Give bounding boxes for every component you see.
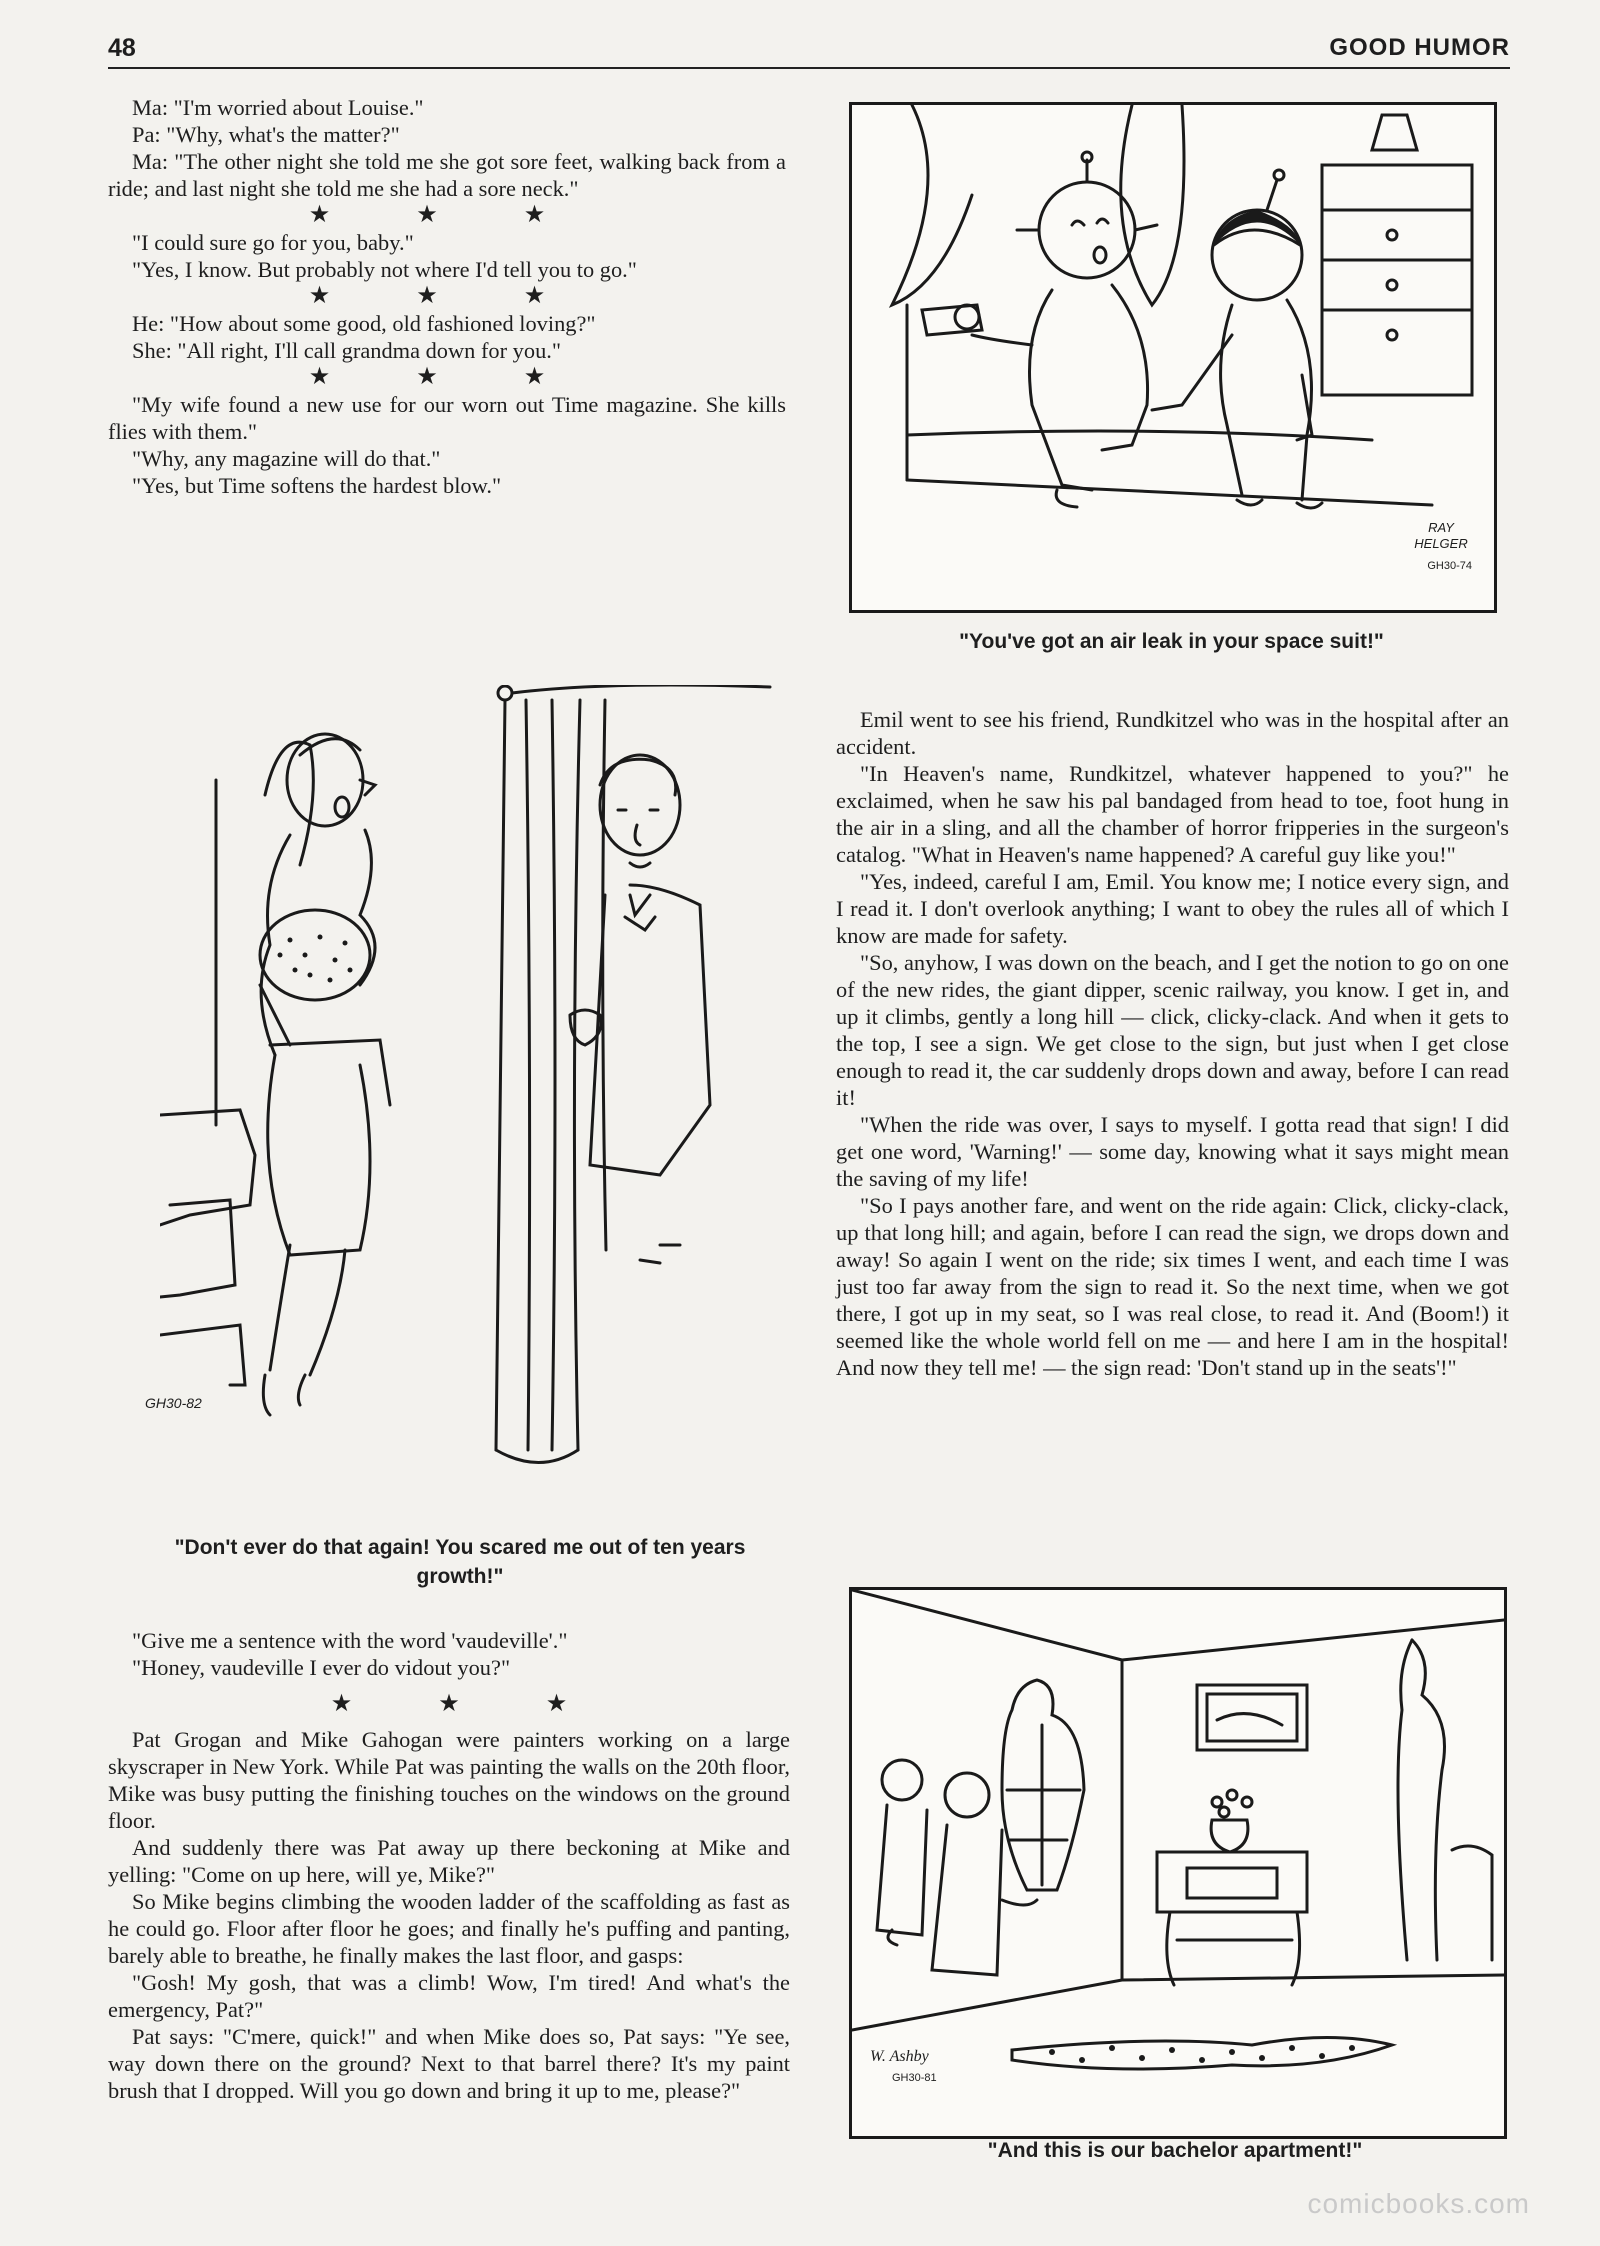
joke-line: "Honey, vaudeville I ever do vidout you?": [132, 1655, 511, 1680]
magazine-title: GOOD HUMOR: [1329, 34, 1510, 61]
joke-line: Ma: "The other night she told me she got sore feet, walking back from a ride; and last night she told me she had a sore neck.": [108, 149, 786, 201]
bachelor-caption: "And this is our bachelor apartment!": [987, 2139, 1363, 2162]
cartoon-signature: RAY HELGER: [1414, 520, 1468, 551]
star-separator: ★ ★ ★: [330, 1691, 608, 1717]
story-paragraph: "When the ride was over, I says to myself. I gotta read that sign! I did get one word, 'Warning!' — some day, knowing what it says might mean the saving of my life!: [836, 1112, 1509, 1191]
story-paragraph: Emil went to see his friend, Rundkitzel who was in the hospital after an accident.: [836, 707, 1509, 759]
space-suit-illustration: [852, 105, 1494, 610]
joke-line: Pa: "Why, what's the matter?": [132, 122, 400, 147]
joke-line: He: "How about some good, old fashioned loving?": [132, 311, 596, 336]
story-paragraph: And suddenly there was Pat away up there beckoning at Mike and yelling: "Come on up here, will ye, Mike?": [108, 1835, 790, 1887]
story-paragraph: "So I pays another fare, and went on the ride again: Click, clicky-clack, up that long hill; and again, before I can read the sign, we drops down and away! So again I went on the ride; six times I went, and each time I was just too far away from the sign to read it. So the next time, when we got there, I got up in my seat, so I was real close, to read it. And (Boom!) it seemed like the whole world fell on me — and here I am in the hospital! And now they tell me! — the sign read: 'Don't stand up in the seats'!": [836, 1193, 1509, 1380]
curtain-cartoon-illustration: [160, 685, 790, 1520]
joke-line: "Yes, but Time softens the hardest blow.": [132, 473, 502, 498]
star-separator: ★ ★ ★: [308, 364, 586, 390]
joke-line: "Give me a sentence with the word 'vaudeville'.": [132, 1628, 568, 1653]
joke-line: "My wife found a new use for our worn out Time magazine. She kills flies with them.": [108, 392, 786, 444]
story-paragraph: "In Heaven's name, Rundkitzel, whatever happened to you?" he exclaimed, when he saw his pal bandaged from head to toe, foot hung in the air in a sling, and all the chamber of horror fripperies in the surgeon's catalog. "What in Heaven's name happened? A careful guy like you!": [836, 761, 1509, 867]
joke-line: Ma: "I'm worried about Louise.": [132, 95, 424, 120]
cartoon-code: GH30-81: [892, 2072, 937, 2084]
site-watermark: comicbooks.com: [1307, 2188, 1530, 2219]
cartoon-code: GH30-74: [1427, 560, 1472, 572]
story-paragraph: "Yes, indeed, careful I am, Emil. You know me; I notice every sign, and I read it. I don't overlook anything; I want to obey the rules all of which I know are made for safety.: [836, 869, 1509, 948]
joke-line: "I could sure go for you, baby.": [132, 230, 414, 255]
cartoon-signature: W. Ashby: [870, 2048, 929, 2065]
story-paragraph: So Mike begins climbing the wooden ladder of the scaffolding as fast as he could go. Floor after floor he goes; and finally he's puffing and panting, barely able to breathe, he finally makes the last floor, and gasps:: [108, 1889, 790, 1968]
story-paragraph: "Gosh! My gosh, that was a climb! Wow, I'm tired! And what's the emergency, Pat?": [108, 1970, 790, 2022]
story-paragraph: "So, anyhow, I was down on the beach, and I get the notion to go on one of the new rides, the giant dipper, scenic railway, you know. I get in, and up it climbs, gently a long hill — click, clicky-clack. And when it gets to the top, I see a sign. We get close to the sign, but just when I get close enough to read it, the car suddenly drops down and away, before I can read it!: [836, 950, 1509, 1110]
bachelor-cartoon: [849, 1587, 1507, 2139]
page-header: [108, 34, 1510, 70]
curtain-cartoon-caption: "Don't ever do that again! You scared me out of ten years growth!": [174, 1536, 746, 1588]
story-paragraph: Pat says: "C'mere, quick!" and when Mike does so, Pat says: "Ye see, way down there on the ground? Next to that barrel there? It's my paint brush that I dropped. Will you go down and bring it up to me, please?": [108, 2024, 790, 2103]
left-lower-text: [108, 1627, 790, 2104]
right-story: [836, 706, 1509, 1381]
space-suit-caption: "You've got an air leak in your space suit!": [959, 630, 1384, 653]
joke-line: She: "All right, I'll call grandma down for you.": [132, 338, 561, 363]
joke-line: "Yes, I know. But probably not where I'd tell you to go.": [132, 257, 637, 282]
header-rule: [108, 67, 1510, 69]
space-suit-cartoon: [849, 102, 1497, 613]
star-separator: ★ ★ ★: [308, 283, 586, 309]
left-jokes: [108, 94, 786, 499]
bachelor-illustration: [852, 1590, 1504, 2136]
page-number: 48: [108, 34, 136, 62]
cartoon-code: GH30-82: [145, 1395, 202, 1411]
joke-line: "Why, any magazine will do that.": [132, 446, 441, 471]
story-paragraph: Pat Grogan and Mike Gahogan were painters working on a large skyscraper in New York. While Pat was painting the walls on the 20th floor, Mike was busy putting the finishing touches on the windows on the ground floor.: [108, 1727, 790, 1833]
curtain-cartoon: [145, 685, 790, 1520]
star-separator: ★ ★ ★: [308, 202, 586, 228]
